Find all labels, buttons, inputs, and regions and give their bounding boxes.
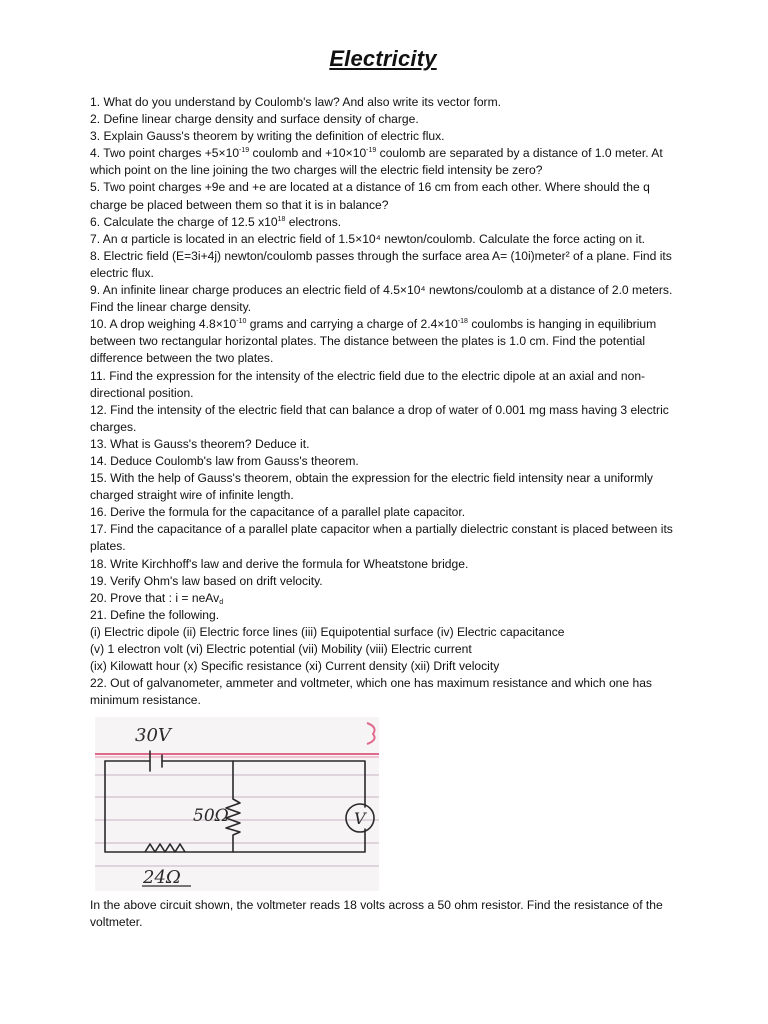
question-4: 4. Two point charges $+5\times 10^{-19}$ coulomb and $+10\times 10^{-19}$ coulomb are separated by a distance of 1.0 meter. At which point on the line joining the two charges will the electric field intensity be zero? <box>90 146 663 178</box>
question-list <box>90 94 676 709</box>
question-9: 9. An infinite linear charge produces an electric field of 4.5×10⁴ newtons/coulomb at a distance of 2.0 meters. Find the linear charge density. <box>90 283 673 315</box>
question-16: 16. Derive the formula for the capacitance of a parallel plate capacitor. <box>90 505 466 520</box>
question-7: 7. An α particle is located in an electric field of 1.5×10⁴ newton/coulomb. Calculate the force acting on it. <box>90 231 646 246</box>
question-6: 6. Calculate the charge of 12.5 $x10^{18}$ electrons. <box>90 214 342 229</box>
question-11: 11. Find the expression for the intensity of the electric field due to the electric dipole at an axial and non-directional position. <box>90 368 646 400</box>
question-19: 19. Verify Ohm's law based on drift velocity. <box>90 573 323 588</box>
question-2: 2. Define linear charge density and surface density of charge. <box>90 112 419 127</box>
question-1: 1. What do you understand by Coulomb's law? And also write its vector form. <box>90 95 502 109</box>
series-resistor-label: 24Ω <box>143 867 181 889</box>
question-15: 15. With the help of Gauss's theorem, obtain the expression for the electric field intensity near a uniformly charged straight wire of infinite length. <box>90 471 653 503</box>
question-12: 12. Find the intensity of the electric field that can balance a drop of water of 0.001 mg mass having 3 electric charges. <box>90 402 669 434</box>
question-8: 8. Electric field (E=3i+4j) newton/coulomb passes through the surface area A= (10i)meter² of a plane. Find its electric flux. <box>90 248 672 280</box>
page-title: Electricity <box>329 46 437 71</box>
question-21-terms-line-3: (ix) Kilowatt hour (x) Specific resistance (xi) Current density (xii) Drift velocity <box>90 659 500 674</box>
circuit-diagram-photo <box>95 717 379 891</box>
voltmeter-label: V <box>354 809 366 829</box>
question-13: 13. What is Gauss's theorem? Deduce it. <box>90 436 310 451</box>
circuit-question: In the above circuit shown, the voltmeter reads 18 volts across a 50 ohm resistor. Find the resistance of the voltmeter. <box>90 898 663 930</box>
question-14: 14. Deduce Coulomb's law from Gauss's theorem. <box>90 453 359 468</box>
question-21-terms-line-2: (v) 1 electron volt (vi) Electric potential (vii) Mobility (viii) Electric current <box>90 642 472 656</box>
question-3: 3. Explain Gauss's theorem by writing the definition of electric flux. <box>90 129 445 144</box>
question-18: 18. Write Kirchhoff's law and derive the formula for Wheatstone bridge. <box>90 556 469 571</box>
question-21: 21. Define the following. <box>90 607 220 622</box>
battery-label: 30V <box>135 725 171 747</box>
question-21-terms-line-1: (i) Electric dipole (ii) Electric force lines (iii) Equipotential surface (iv) Electric capacitance <box>90 624 565 639</box>
resistor-label: 50Ω <box>193 806 229 827</box>
question-10: 10. A drop weighing $4.8\times 10^{-10}$ grams and carrying a charge of $2.4\times 10^{-18}$ coulombs is hanging in equilibrium between two rectangular horizontal plates. The distance between the plates is 1.0 cm. Find the potential difference between the two plates. <box>90 317 657 366</box>
question-5: 5. Two point charges +9e and +e are located at a distance of 16 cm from each other. Where should the q charge be placed between them so that it is in balance? <box>90 180 650 212</box>
question-17: 17. Find the capacitance of a parallel plate capacitor when a partially dielectric constant is placed between its plates. <box>90 522 673 554</box>
question-22: 22. Out of galvanometer, ammeter and voltmeter, which one has maximum resistance and which one has minimum resistance. <box>90 676 652 708</box>
question-20: 20. Prove that : i = neAv$_d$ <box>90 590 224 606</box>
